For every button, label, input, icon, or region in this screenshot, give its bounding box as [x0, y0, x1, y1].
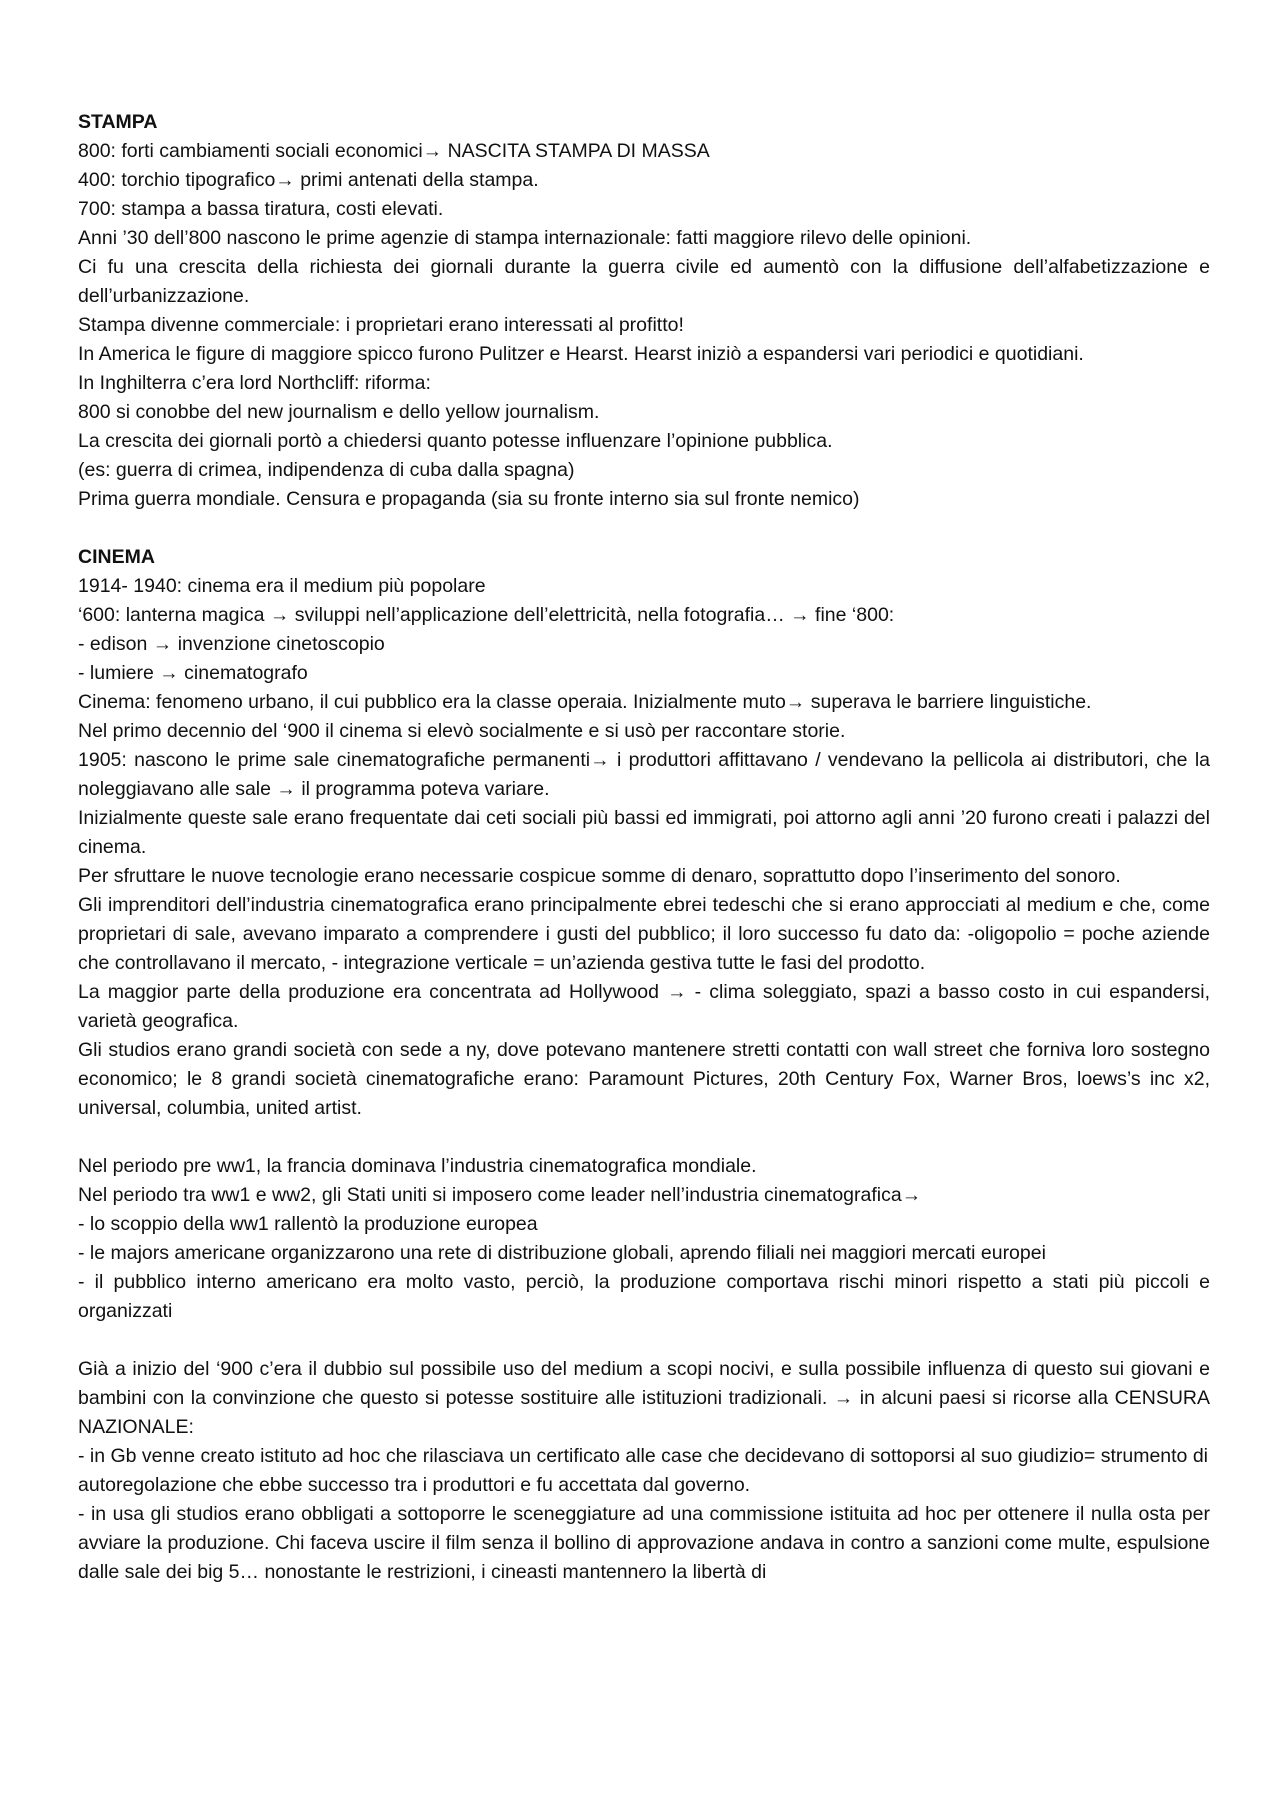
cinema-line: Gli studios erano grandi società con sede a ny, dove potevano mantenere stretti contatti con wall street che forniva loro sostegno economico; le 8 grandi società cinematografiche erano: Paramount Pictures, 20th Century Fox, Warner Bros, loews’s inc x2, universal, columbia, united artist.	[78, 1039, 1210, 1119]
cinema-line: Inizialmente queste sale erano frequentate dai ceti sociali più bassi ed immigrati, poi attorno agli anni ’20 furono creati i palazzi del cinema.	[78, 807, 1210, 858]
cinema-line: - lumiere → cinematografo	[78, 662, 308, 684]
cinema-line: Per sfruttare le nuove tecnologie erano necessarie cospicue somme di denaro, soprattutto dopo l’inserimento del sonoro.	[78, 865, 1121, 887]
section-spacer	[78, 1326, 1210, 1355]
stampa-line: 800: forti cambiamenti sociali economici→ NASCITA STAMPA DI MASSA	[78, 140, 710, 162]
section-cinema	[78, 543, 1210, 1123]
ww-line: - il pubblico interno americano era molto vasto, perciò, la produzione comportava rischi minori rispetto a stati più piccoli e organizzati	[78, 1271, 1210, 1322]
stampa-line: 800 si conobbe del new journalism e dello yellow journalism.	[78, 401, 600, 423]
stampa-line: Stampa divenne commerciale: i proprietari erano interessati al profitto!	[78, 314, 684, 336]
section-ww	[78, 1152, 1210, 1326]
document-page	[78, 108, 1210, 1587]
ww-line: Nel periodo pre ww1, la francia dominava l’industria cinematografica mondiale.	[78, 1155, 757, 1177]
stampa-line: Prima guerra mondiale. Censura e propaganda (sia su fronte interno sia sul fronte nemico)	[78, 488, 860, 510]
cinema-line: - edison → invenzione cinetoscopio	[78, 633, 385, 655]
cinema-line: 1905: nascono le prime sale cinematografiche permanenti→ i produttori affittavano / vendevano la pellicola ai distributori, che la noleggiavano alle sale → il programma poteva variare.	[78, 749, 1210, 800]
cinema-line: Gli imprenditori dell’industria cinematografica erano principalmente ebrei tedeschi che si erano approcciati al medium e che, come proprietari di sale, avevano imparato a comprendere i gusti del pubblico; il loro successo fu dato da: -oligopolio = poche aziende che controllavano il mercato, - integrazione verticale = un’azienda gestiva tutte le fasi del prodotto.	[78, 894, 1210, 974]
cinema-line: Cinema: fenomeno urbano, il cui pubblico era la classe operaia. Inizialmente muto→ superava le barriere linguistiche.	[78, 691, 1092, 713]
stampa-line: Anni ’30 dell’800 nascono le prime agenzie di stampa internazionale: fatti maggiore rilevo delle opinioni.	[78, 227, 972, 249]
section-spacer	[78, 514, 1210, 543]
cinema-line: Nel primo decennio del ‘900 il cinema si elevò socialmente e si usò per raccontare storie.	[78, 720, 846, 742]
section-censura	[78, 1355, 1210, 1587]
cinema-line: ‘600: lanterna magica → sviluppi nell’applicazione dell’elettricità, nella fotografia… → fine ‘800:	[78, 604, 895, 626]
cinema-line: La maggior parte della produzione era concentrata ad Hollywood → - clima soleggiato, spazi a basso costo in cui espandersi, varietà geografica.	[78, 981, 1210, 1032]
section-stampa	[78, 108, 1210, 514]
censura-line: - in Gb venne creato istituto ad hoc che rilasciava un certificato alle case che decidevano di sottoporsi al suo giudizio= strumento di autoregolazione che ebbe successo tra i produttori e fu accettata dal governo.	[78, 1445, 1209, 1496]
ww-line: - le majors americane organizzarono una rete di distribuzione globali, aprendo filiali nei maggiori mercati europei	[78, 1242, 1046, 1264]
cinema-line: 1914- 1940: cinema era il medium più popolare	[78, 575, 486, 597]
stampa-line: Ci fu una crescita della richiesta dei giornali durante la guerra civile ed aumentò con la diffusione dell’alfabetizzazione e dell’urbanizzazione.	[78, 256, 1210, 307]
ww-line: - lo scoppio della ww1 rallentò la produzione europea	[78, 1213, 538, 1235]
censura-line: Già a inizio del ‘900 c’era il dubbio sul possibile uso del medium a scopi nocivi, e sulla possibile influenza di questo sui giovani e bambini con la convinzione che questo si potesse sostituire alle istituzioni tradizionali. → in alcuni paesi si ricorse alla CENSURA NAZIONALE:	[78, 1358, 1210, 1438]
censura-line: - in usa gli studios erano obbligati a sottoporre le sceneggiature ad una commissione istituita ad hoc per ottenere il nulla osta per avviare la produzione. Chi faceva uscire il film senza il bollino di approvazione andava in contro a sanzioni come multe, espulsione dalle sale dei big 5… nonostante le restrizioni, i cineasti mantennero la libertà di	[78, 1503, 1210, 1583]
stampa-line: In America le figure di maggiore spicco furono Pulitzer e Hearst. Hearst iniziò a espandersi vari periodici e quotidiani.	[78, 343, 1084, 365]
ww-line: Nel periodo tra ww1 e ww2, gli Stati uniti si imposero come leader nell’industria cinematografica→	[78, 1184, 922, 1206]
stampa-line: La crescita dei giornali portò a chiedersi quanto potesse influenzare l’opinione pubblica.	[78, 430, 833, 452]
heading-cinema: CINEMA	[78, 546, 155, 568]
stampa-line: In Inghilterra c’era lord Northcliff: riforma:	[78, 372, 431, 394]
heading-stampa: STAMPA	[78, 111, 158, 133]
section-spacer	[78, 1123, 1210, 1152]
stampa-line: 700: stampa a bassa tiratura, costi elevati.	[78, 198, 444, 220]
stampa-line: 400: torchio tipografico→ primi antenati della stampa.	[78, 169, 539, 191]
stampa-line: (es: guerra di crimea, indipendenza di cuba dalla spagna)	[78, 459, 575, 481]
